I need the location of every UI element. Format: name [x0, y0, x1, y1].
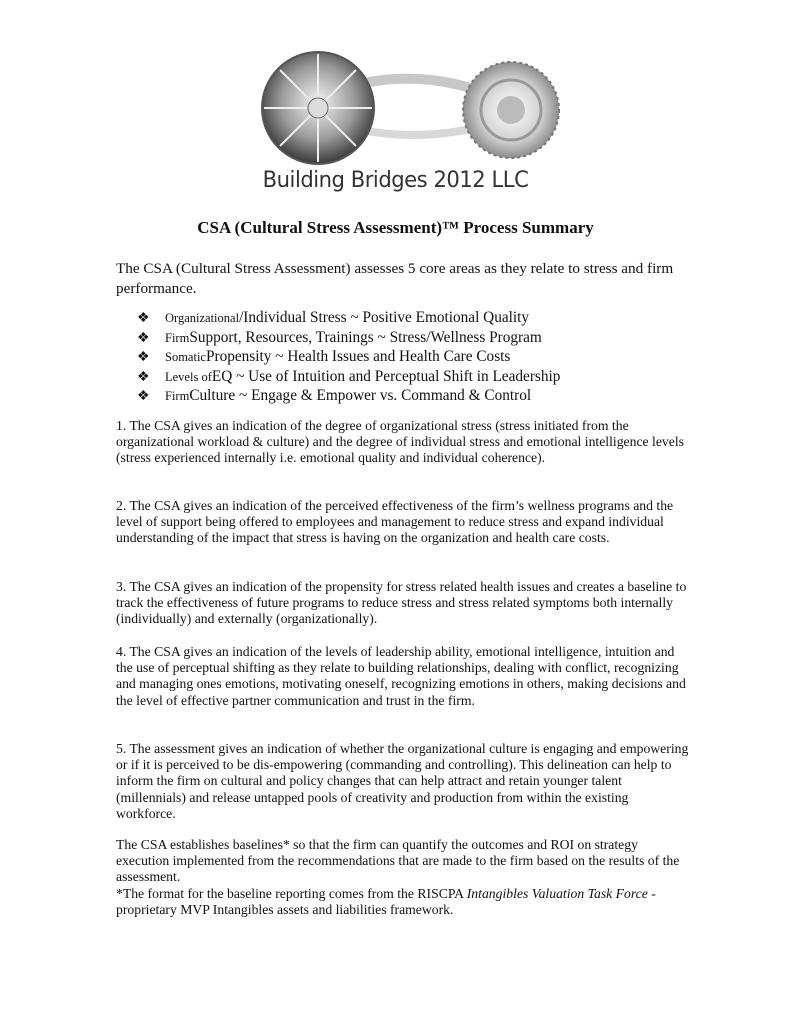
- paragraph-2: 2. The CSA gives an indication of the perceived effectiveness of the firm’s wellness programs and the level of support being offered to employees and management to reduce stress and expand individual understanding of the impact that stress is having on the organization and health care costs.: [116, 498, 674, 546]
- diamond-bullet-icon: ❖: [137, 389, 150, 404]
- baseline-section: [116, 837, 691, 918]
- page-title: CSA (Cultural Stress Assessment)™ Process Summary: [197, 218, 594, 237]
- list-item: ❖ Firm Culture ~ Engage & Empower vs. Command & Control: [137, 387, 560, 407]
- diamond-bullet-icon: ❖: [137, 350, 150, 365]
- baseline-text: The CSA establishes baselines* so that the firm can quantify the outcomes and ROI on strategy execution implemented from the recommendations that are made to the firm based on the results of the assessment.: [116, 837, 680, 885]
- diamond-bullet-icon: ❖: [137, 311, 150, 326]
- list-item: ❖ Firm Support, Resources, Trainings ~ Stress/Wellness Program: [137, 329, 560, 349]
- list-item: ❖ Levels of EQ ~ Use of Intuition and Perceptual Shift in Leadership: [137, 368, 560, 388]
- brand-name: Building Bridges 2012 LLC: [262, 168, 529, 193]
- paragraph-3: 3. The CSA gives an indication of the propensity for stress related health issues and creates a baseline to track the effectiveness of future programs to reduce stress and stress related symptoms both internally (individually) and externally (organizationally).: [116, 579, 687, 627]
- diamond-bullet-icon: ❖: [137, 369, 150, 385]
- paragraph-5: 5. The assessment gives an indication of whether the organizational culture is engaging and empowering or if it is perceived to be dis-empowering (commanding and controlling). This delineation can help to inform the firm on cultural and policy changes that can help attract and retain younger talent (millennials) and release untapped pools of creativity and production from within the existing workforce.: [116, 741, 689, 821]
- company-logo: [253, 40, 573, 180]
- list-item: ❖ Somatic Propensity ~ Health Issues and Health Care Costs: [137, 348, 560, 368]
- diamond-bullet-icon: ❖: [137, 330, 150, 346]
- paragraph-1: 1. The CSA gives an indication of the degree of organizational stress (stress initiated from the organizational workload & culture) and the degree of individual stress and emotional intelligence levels (stress experienced internally i.e. emotional quality and individual coherence).: [116, 418, 684, 466]
- intro-text: The CSA (Cultural Stress Assessment) assesses 5 core areas as they relate to stress and firm performance.: [116, 260, 674, 297]
- footnote: *The format for the baseline reporting comes from the RISCPA Intangibles Valuation Task Force - proprietary MVP Intangibles assets and liabilities framework.: [116, 885, 656, 917]
- list-item: ❖ Organizational /Individual Stress ~ Positive Emotional Quality: [137, 309, 560, 329]
- paragraph-4: 4. The CSA gives an indication of the levels of leadership ability, emotional intelligence, intuition and the use of perceptual shifting as they relate to building relationships, dealing with conflict, recognizing and managing ones emotions, motivating oneself, recognizing emotions in others, making decisions and the level of effective partner communication and trust in the firm.: [116, 644, 686, 708]
- core-areas-list: [137, 309, 560, 407]
